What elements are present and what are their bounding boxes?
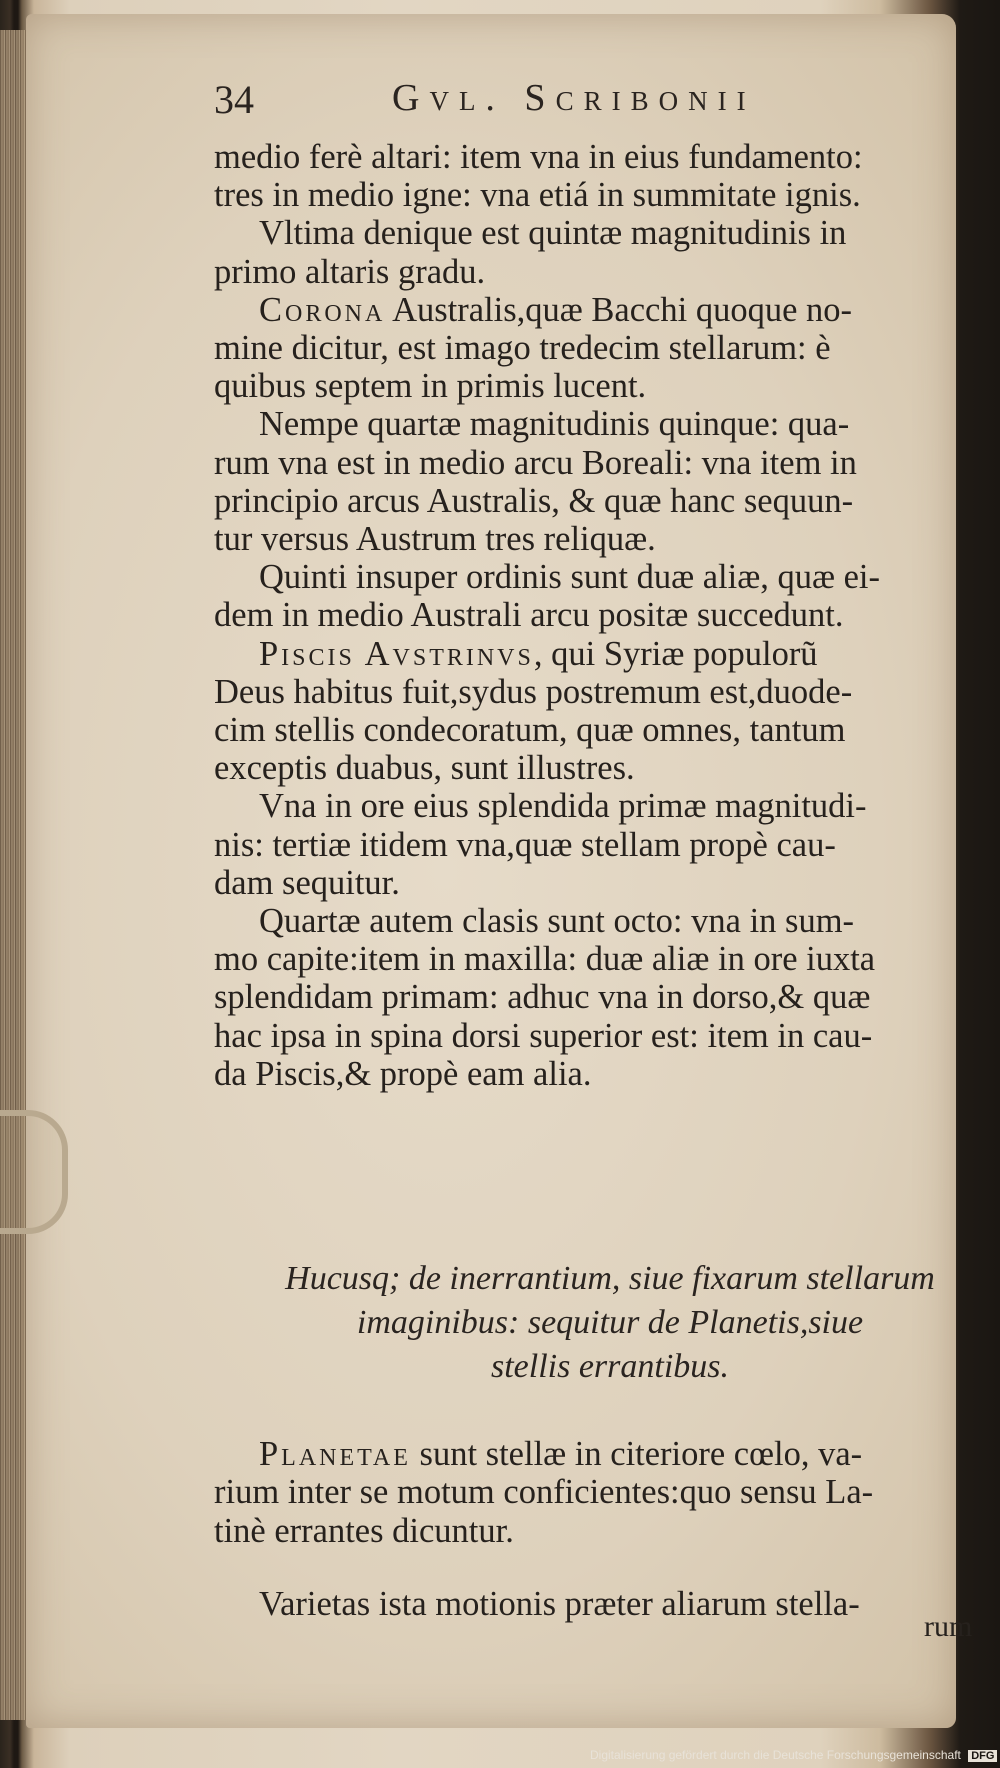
text-line: Deus habitus fuit,sydus postremum est,duode- [214, 672, 853, 711]
lead-word: Piscis Avstrinvs [259, 634, 534, 673]
text-line: medio ferè altari: item vna in eius fundamento: [214, 138, 863, 176]
text-line: quibus septem in primis lucent. [214, 367, 647, 406]
text-line: dem in medio Australi arcu positæ succedunt. [214, 596, 844, 635]
section-heading [260, 1257, 960, 1389]
text-line: Quinti insuper ordinis sunt duæ aliæ, quæ ei- [259, 558, 880, 597]
paragraph [214, 1435, 984, 1551]
heading-line: stellis errantibus. [490, 1348, 730, 1385]
lead-word: Corona [259, 290, 386, 329]
text-line: exceptis duabus, sunt illustres. [214, 749, 635, 788]
text-line: rum vna est in medio arcu Boreali: vna item in [214, 443, 857, 482]
text-line [214, 1435, 984, 1474]
text-line: hac ipsa in spina dorsi superior est: item in cau- [214, 1016, 873, 1055]
paragraph [214, 1585, 984, 1624]
text-line: primo altaris gradu. [214, 252, 486, 291]
paragraph [214, 291, 984, 406]
text-line: mine dicitur, est imago tredecim stellarum: è [214, 329, 831, 368]
text-line: Vltima denique est quintæ magnitudinis in [259, 214, 847, 253]
text-line: mo capite:item in maxilla: duæ aliæ in ore iuxta [214, 940, 876, 979]
page-number: 34 [214, 77, 254, 122]
text-line: Vna in ore eius splendida primæ magnitudi- [259, 787, 867, 826]
text-fragment: Australis,quæ Bacchi quoque no- [385, 290, 853, 329]
catchword: rum [924, 1610, 973, 1643]
lead-word: Planetae [259, 1434, 411, 1473]
text-line [214, 291, 984, 329]
paragraph [214, 635, 984, 788]
text-fragment: , qui Syriæ populorũ [533, 634, 818, 673]
text-line: Quartæ autem clasis sunt octo: vna in sum- [259, 902, 855, 941]
paragraph [214, 405, 984, 558]
paragraph [214, 138, 984, 214]
text-line: cim stellis condecoratum, quæ omnes, tantum [214, 711, 846, 750]
digitization-credit [590, 1748, 997, 1762]
credit-text: Digitalisierung gefördert durch die Deutsche Forschungsgemeinschaft [590, 1748, 961, 1762]
paragraph [214, 787, 984, 902]
text-line [214, 635, 984, 673]
text-line: Nempe quartæ magnitudinis quinque: qua- [259, 405, 850, 444]
text-line: rium inter se motum conficientes:quo sensu La- [214, 1473, 874, 1511]
running-head: Gvl. Scribonii [392, 77, 756, 119]
body-text [214, 138, 984, 1093]
text-fragment: sunt stellæ in citeriore cœlo, va- [410, 1434, 863, 1473]
page-edges [0, 30, 26, 1720]
dfg-logo: DFG [968, 1750, 997, 1762]
text-line: tres in medio igne: vna etiá in summitate ignis. [214, 176, 861, 215]
text-line: Varietas ista motionis præter aliarum stella- [259, 1584, 860, 1623]
paragraph [214, 902, 984, 1093]
text-line: splendidam primam: adhuc vna in dorso,& quæ [214, 978, 871, 1017]
paragraph [214, 214, 984, 290]
text-line: da Piscis,& propè eam alia. [214, 1054, 592, 1093]
text-line: nis: tertiæ itidem vna,quæ stellam propè cau- [214, 825, 836, 864]
paragraph [214, 558, 984, 634]
heading-line: Hucusq; de inerrantium, siue fixarum stellarum [285, 1260, 935, 1297]
text-line: tinè errantes dicuntur. [214, 1511, 514, 1550]
book-clasp [0, 1110, 68, 1234]
text-line: dam sequitur. [214, 863, 400, 902]
body-text-continued [214, 1400, 984, 1658]
text-line: principio arcus Australis, & quæ hanc sequun- [214, 481, 854, 520]
heading-line: imaginibus: sequitur de Planetis,siue [356, 1304, 864, 1341]
text-line: tur versus Austrum tres reliquæ. [214, 520, 656, 559]
page-header [214, 76, 854, 136]
